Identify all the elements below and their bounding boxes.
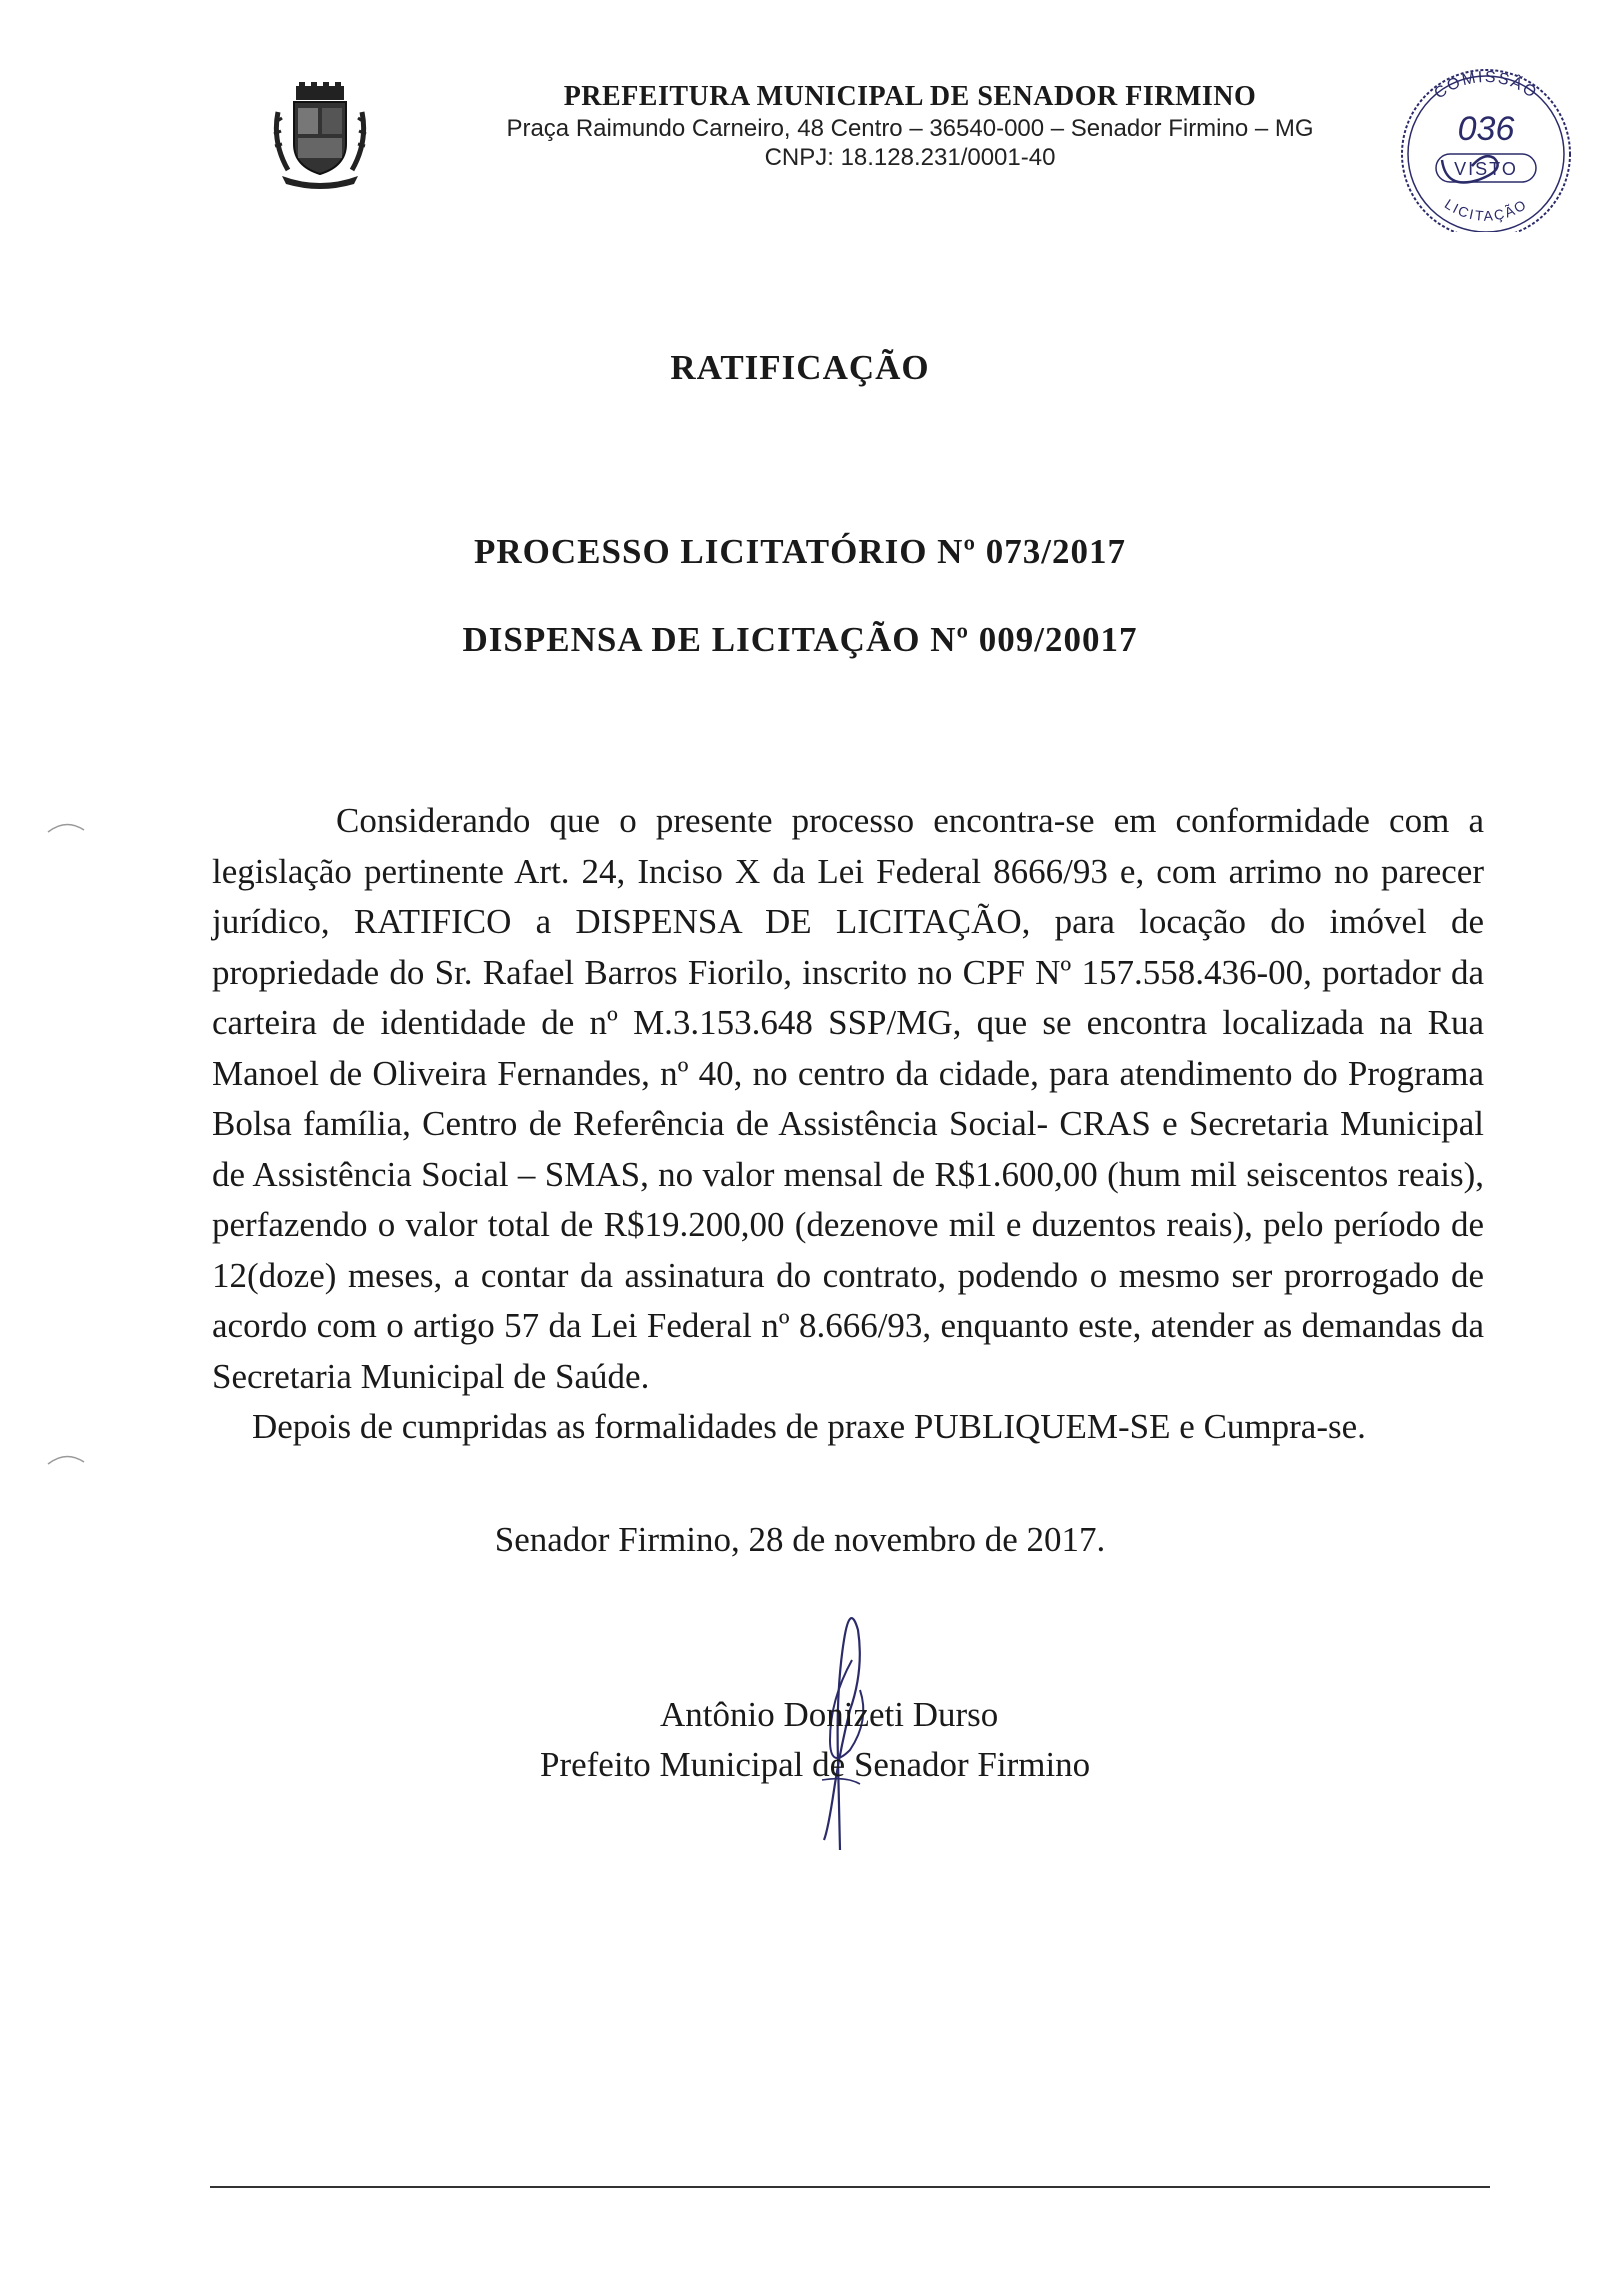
dispensa-heading: DISPENSA DE LICITAÇÃO Nº 009/20017 <box>462 620 1138 659</box>
punch-mark <box>46 820 86 834</box>
stamp-bottom-text: LICITAÇÃO <box>1441 195 1531 224</box>
document-body <box>212 796 1484 1453</box>
document-title: RATIFICAÇÃO <box>670 348 930 387</box>
body-paragraph: Considerando que o presente processo encontra-se em conformidade com a legislação pertinente Art. 24, Inciso X da Lei Federal 8666/93 e, com arrimo no parecer jurídico, RATIFICO a DISPENSA DE LICITAÇÃO, para locação do imóvel de propriedade do Sr. Rafael Barros Fiorilo, inscrito no CPF Nº 157.558.436-00, portador da carteira de identidade de nº M.3.153.648 SSP/MG, que se encontra localizada na Rua Manoel de Oliveira Fernandes, nº 40, no centro da cidade, para atendimento do Programa Bolsa família, Centro de Referência de Assistência Social- CRAS e Secretaria Municipal de Assistência Social – SMAS, no valor mensal de R$1.600,00 (hum mil seiscentos reais), perfazendo o valor total de R$19.200,00 (dezenove mil e duzentos reais), pelo período de 12(doze) meses, a contar da assinatura do contrato, podendo o mesmo ser prorrogado de acordo com o artigo 57 da Lei Federal nº 8.666/93, enquanto este, atender as demandas da Secretaria Municipal de Saúde. <box>212 801 1484 1396</box>
letterhead-title: PREFEITURA MUNICIPAL DE SENADOR FIRMINO <box>563 81 1257 112</box>
signatory-block <box>540 1690 1180 1790</box>
footer-divider <box>210 2186 1490 2188</box>
processo-heading: PROCESSO LICITATÓRIO Nº 073/2017 <box>474 532 1126 571</box>
stamp-number: 036 <box>1457 110 1515 148</box>
stamp-middle-text: VISTO <box>1454 159 1518 179</box>
letterhead-address: Praça Raimundo Carneiro, 48 Centro – 36540-000 – Senador Firmino – MG <box>506 115 1314 142</box>
letterhead <box>420 80 1400 172</box>
commission-stamp <box>1386 62 1586 232</box>
signatory-role: Prefeito Municipal de Senador Firmino <box>540 1745 1091 1784</box>
body-paragraph: Depois de cumpridas as formalidades de praxe PUBLIQUEM-SE e Cumpra-se. <box>252 1407 1366 1446</box>
letterhead-cnpj: CNPJ: 18.128.231/0001-40 <box>764 144 1056 171</box>
coat-of-arms-icon <box>268 82 372 192</box>
signatory-name: Antônio Donizeti Durso <box>660 1695 999 1734</box>
place-date: Senador Firmino, 28 de novembro de 2017. <box>494 1520 1106 1559</box>
stamp-top-text: COMISSÃO <box>1431 68 1541 103</box>
punch-mark <box>46 1452 86 1466</box>
